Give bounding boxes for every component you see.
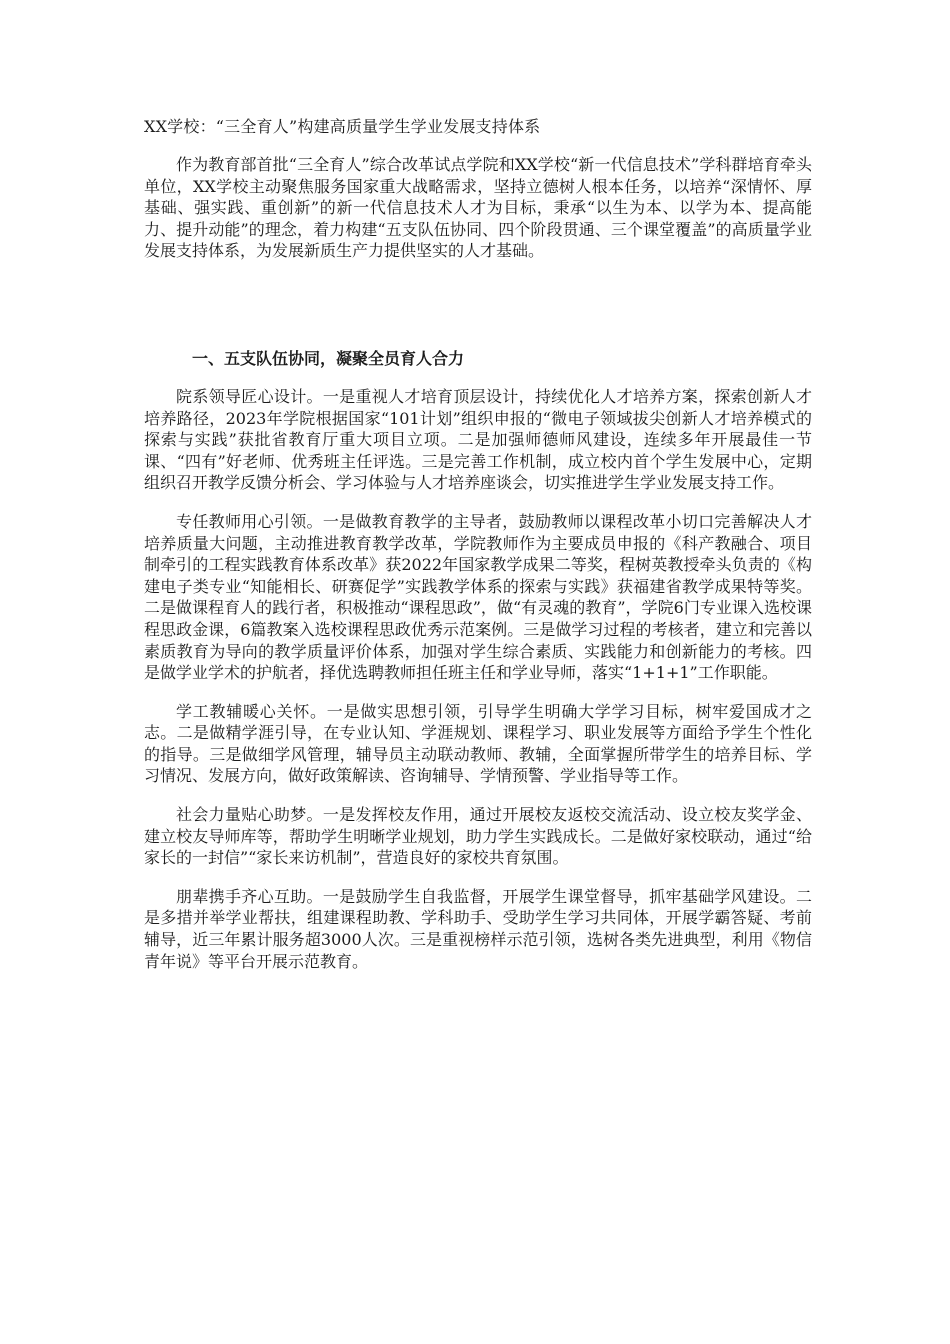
paragraph-peers: 朋辈携手齐心互助。一是鼓励学生自我监督，开展学生课堂督导，抓牢基础学风建设。二是多措并举学业帮扶，组建课程助教、学科助手、受助学生学习共同体，开展学霸答疑、考前辅导，近三年累计服务超3000人次。三是重视榜样示范引领，选树各类先进典型，利用《物信青年说》等平台开展示范教育。 xyxy=(144,886,812,971)
paragraph-leadership: 院系领导匠心设计。一是重视人才培育顶层设计，持续优化人才培养方案，探索创新人才培养路径，2023年学院根据国家“101计划”组织申报的“微电子领域拔尖创新人才培养模式的探索与实践”获批省教育厅重大项目立项。二是加强师德师风建设，连续多年开展最佳一节课、“四有”好老师、优秀班主任评选。三是完善工作机制，成立校内首个学生发展中心，定期组织召开教学反馈分析会、学习体验与人才培养座谈会，切实推进学生学业发展支持工作。 xyxy=(144,386,812,493)
intro-paragraph: 作为教育部首批“三全育人”综合改革试点学院和XX学校“新一代信息技术”学科群培育牵头单位，XX学校主动聚焦服务国家重大战略需求，坚持立德树人根本任务，以培养“深情怀、厚基础、强实践、重创新”的新一代信息技术人才为目标，秉承“以生为本、以学为本、提高能力、提升动能”的理念，着力构建“五支队伍协同、四个阶段贯通、三个课堂覆盖”的高质量学业发展支持体系，为发展新质生产力提供坚实的人才基础。 xyxy=(144,155,812,261)
paragraph-student-affairs: 学工教辅暖心关怀。一是做实思想引领，引导学生明确大学学习目标，树牢爱国成才之志。二是做精学涯引导，在专业认知、学涯规划、课程学习、职业发展等方面给予学生个性化的指导。三是做细学风管理，辅导员主动联动教师、教辅，全面掌握所带学生的培养目标、学习情况、发展方向，做好政策解读、咨询辅导、学情预警、学业指导等工作。 xyxy=(144,701,812,786)
document-title: XX学校：“三全育人”构建高质量学生学业发展支持体系 xyxy=(144,117,541,136)
section-heading: 一、五支队伍协同，凝聚全员育人合力 xyxy=(192,348,465,368)
paragraph-teachers: 专任教师用心引领。一是做教育教学的主导者，鼓励教师以课程改革小切口完善解决人才培养质量大问题，主动推进教育教学改革，学院教师作为主要成员申报的《科产教融合、项目制牵引的工程实践教育体系改革》获2022年国家教学成果二等奖，程树英教授牵头负责的《构建电子类专业“知能相长、研赛促学”实践教学体系的探索与实践》获福建省教学成果特等奖。二是做课程育人的践行者，积极推动“课程思政”，做“有灵魂的教育”，学院6门专业课入选校课程思政金课，6篇教案入选校课程思政优秀示范案例。三是做学习过程的考核者，建立和完善以素质教育为导向的教学质量评价体系，加强对学生综合素质、实践能力和创新能力的考核。四是做学业学术的护航者，择优选聘教师担任班主任和学业导师，落实“1+1+1”工作职能。 xyxy=(144,511,812,683)
paragraph-social-forces: 社会力量贴心助梦。一是发挥校友作用，通过开展校友返校交流活动、设立校友奖学金、建立校友导师库等，帮助学生明晰学业规划，助力学生实践成长。二是做好家校联动，通过“给家长的一封信”“家长来访机制”，营造良好的家校共育氛围。 xyxy=(144,805,812,868)
document-body xyxy=(144,116,812,989)
